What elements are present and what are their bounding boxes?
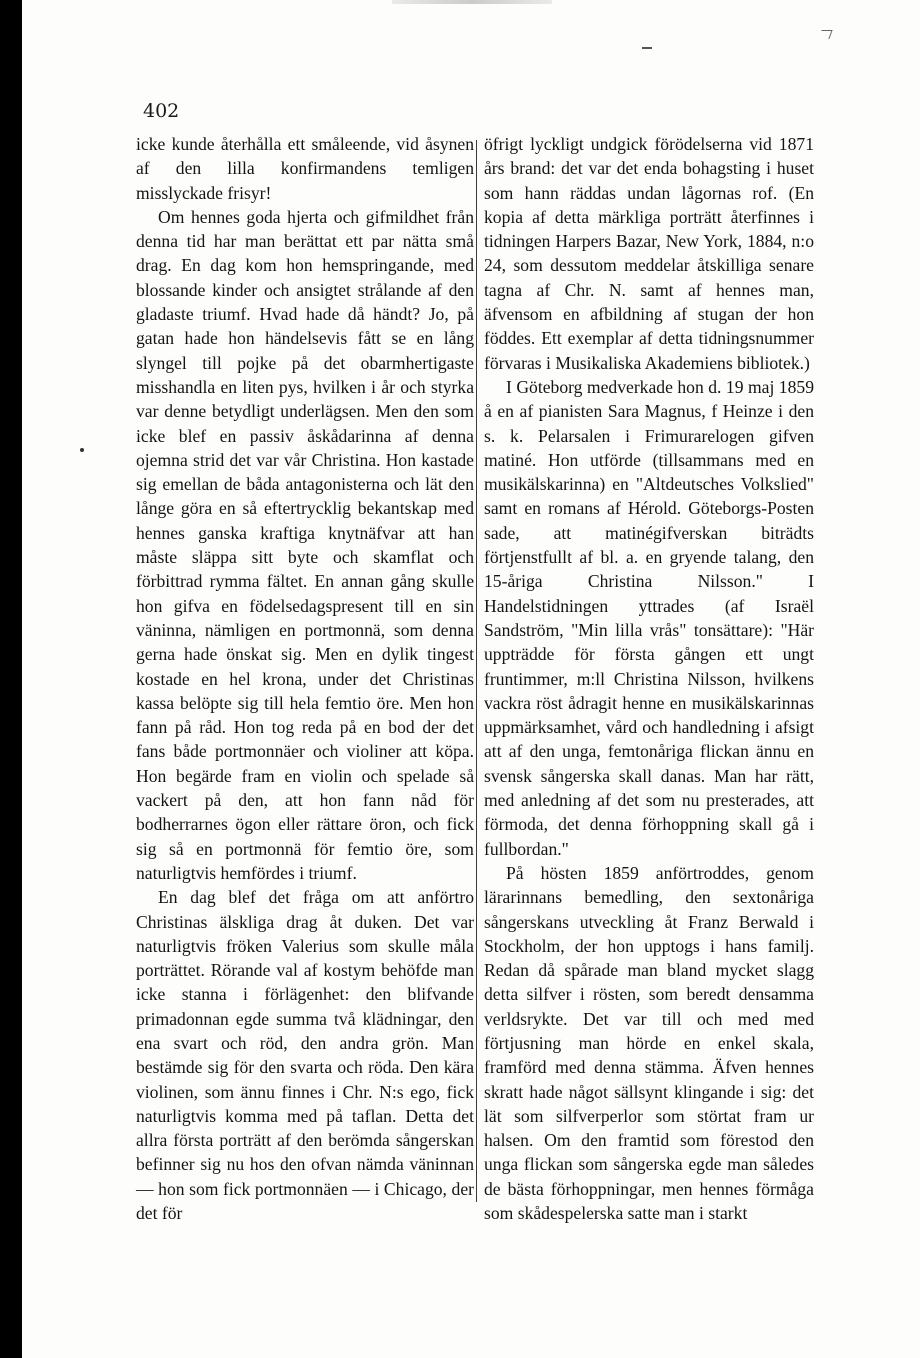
page-number: 402 — [143, 100, 180, 122]
paragraph: öfrigt lyckligt undgick förödelserna vid 1871 års brand: det var det enda bohagsting i huset som hann räddas undan lågornas rof. (En kopia af detta märkliga porträtt återfinnes i tidningen Harpers Bazar, New York, 1884, n:o 24, som dessutom meddelar åtskilliga senare tagna af Chr. N. samt af hennes man, äfvensom en afbildning af stugan der hon föddes. Ett exemplar af detta tidningsnummer förvaras i Musikaliska Akademiens bibliotek.) — [484, 134, 814, 373]
paragraph: På hösten 1859 anförtroddes, genom lärarinnans bemedling, den sextonåriga sångerskans utveckling åt Franz Berwald i Stockholm, der hon upptogs i hans familj. Redan då spårade man bland mycket slagg detta silfver i rösten, som beredt densamma verldsrykte. Det var till och med med förtjusning man hörde en enkel skala, framförd med denna stämma. Äfven hennes skratt hade något sällsynt klingande i sig: det lät som silfverperlor som störtat fram ur halsen. Om den framtid som förestod den unga flickan som sångerska egde man således de bästa förhoppningar, men hennes förmåga som skådespelerska satte man i starkt — [484, 862, 814, 1224]
scan-mark — [818, 30, 832, 39]
paragraph: En dag blef det fråga om att anförtro Christinas älskliga drag åt duken. Det var naturligtvis fröken Valerius som skulle måla porträttet. Rörande val af kostym behöfde man icke stanna i förlägenhet: den blifvande primadonnan egde summa två klädningar, den ena svart och röd, den andra grön. Man bestämde sig för den svarta och röda. Den kära violinen, som ännu finnes i Chr. N:s ego, fick naturligtvis komma med på taflan. Detta det allra första porträtt af den berömda sångerskan befinner sig nu hos den ofvan nämda väninnan — hon som fick portmonnäen — i Chicago, der det för — [136, 887, 474, 1224]
paragraph: icke kunde återhålla ett småleende, vid åsynen af den lilla konfirmandens temligen misslyckade frisyr! — [136, 134, 474, 203]
paragraph: I Göteborg medverkade hon d. 19 maj 1859 å en af pianisten Sara Magnus, f Heinze i den s. k. Pelarsalen i Frimurarelogen gifven matiné. Hon utförde (tillsammans med en musikälskarinna) en "Altdeutsches Volkslied" samt en romans af Hérold. Göteborgs-Posten sade, att matinégifverskan biträdts förtjenstfullt af bl. a. en gryende talang, den 15-åriga Christina Nilsson." I Handelstidningen yttrades (af Israël Sandström, "Min lilla vrås" tonsättare): "Här uppträdde för första gången ett ungt fruntimmer, m:ll Christina Nilsson, hvilkens vackra röst ådragit henne en musikälskarinnas uppmärksamhet, vård och handledning i afsigt att af den unga, femtonåriga flickan ännu en svensk sångerska skall danas. Man har rätt, med anledning af det som nu presterades, att förmoda, det denna förhoppning skall gå i fullbordan." — [484, 376, 814, 859]
right-column — [484, 132, 814, 1225]
page-edge-scan-artifact — [392, 0, 552, 4]
left-column — [136, 132, 474, 1225]
margin-dot — [80, 448, 84, 452]
scan-mark — [642, 47, 652, 49]
paragraph: Om hennes goda hjerta och gifmildhet från denna tid har man berättat ett par nätta små drag. En dag kom hon hemspringande, med blossande kinder och ansigtet strålande af den gladaste triumf. Hvad hade då händt? Jo, på gatan hade hon händelsevis fått se en lång slyngel till pojke på det obarmhertigaste misshandla en liten pys, hvilken i år och styrka var denne betydligt underlägsen. Men den som icke blef en passiv åskådarinna af denna ojemna strid det var vår Christina. Hon kastade sig emellan de båda antagonisterna och lät den långe göra en så eftertrycklig bekantskap med hennes ganska kraftiga knytnäfvar att han måste släppa sitt byte och skamflat och förbittrad rymma fältet. En annan gång skulle hon gifva en födelsedagspresent till en sin väninna, nämligen en portmonnä, som denna gerna hade önskat sig. Men en dylik tingest kostade en hel krona, under det Christinas kassa belöpte sig till hela femtio öre. Men hon fann på råd. Hon tog reda på en bod der det fans både portmonnäer och violiner att köpa. Hon begärde fram en violin och spelade så vackert på den, att hon fann nåd för bodherrarnes ögon eller rättare öron, och fick sig så en portmonnä för femtio öre, som naturligtvis hemfördes i triumf. — [136, 206, 474, 883]
column-divider — [476, 140, 477, 1202]
book-page — [22, 0, 920, 1358]
